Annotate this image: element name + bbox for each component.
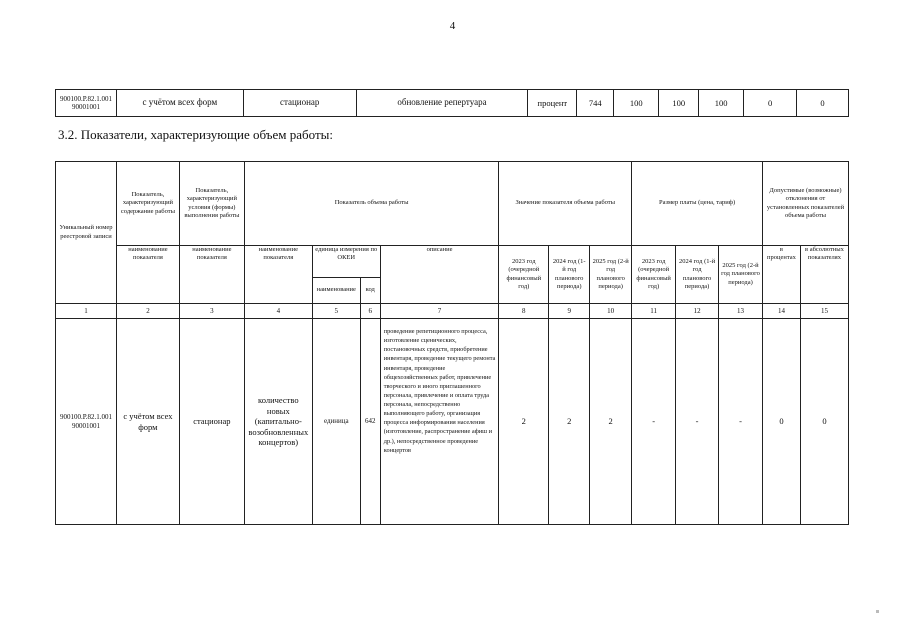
column-number: 6 (360, 304, 380, 319)
value-2024: 100 (659, 90, 699, 117)
column-number: 3 (179, 304, 244, 319)
row-value-2023: 2 (499, 319, 549, 525)
header-year: 2023 год (очередной финансовый год) (499, 246, 549, 304)
column-number: 7 (380, 304, 499, 319)
row-unit-code: 642 (360, 319, 380, 525)
header-volume: Показатель объема работы (244, 162, 499, 246)
column-number: 5 (312, 304, 360, 319)
deviation-percent: 0 (744, 90, 797, 117)
row-value-2025: 2 (590, 319, 632, 525)
header-condition: Показатель, характеризующий условия (формы) выполнения работы (179, 162, 244, 246)
content-cell: с учётом всех форм (116, 90, 243, 117)
row-value-2024: 2 (549, 319, 590, 525)
header-value: Значение показателя объема работы (499, 162, 632, 246)
header-year: 2024 год (1-й год планового периода) (549, 246, 590, 304)
scan-speck (876, 610, 879, 613)
column-number: 10 (590, 304, 632, 319)
row-content: с учётом всех форм (116, 319, 179, 525)
column-number: 9 (549, 304, 590, 319)
header-name-indicator: наименование показателя (116, 246, 179, 304)
row-deviation-absolute: 0 (800, 319, 848, 525)
header-unit-code: код (360, 278, 380, 304)
deviation-absolute: 0 (797, 90, 849, 117)
row-description: проведение репетиционного процесса, изготовление сценических, постановочных средств, приобретение инвентаря, проведение текущего ремонта инвентаря, проведение общехозяйственных работ, привлечение творческого и иного приглашенного персонала, привлечение и оплата труда персонала, непосредственно выполняющего работу, организация процесса информирования населения (изготовление, распространение афиш и др.), непосредственное проведение концертов (380, 319, 499, 525)
row-unit-name: единица (312, 319, 360, 525)
unit-cell: процент (528, 90, 577, 117)
header-absolute: в абсолютных показателях (800, 246, 848, 304)
header-description: описание (380, 246, 499, 304)
column-number: 11 (632, 304, 676, 319)
condition-cell: стационар (243, 90, 356, 117)
header-name-indicator: наименование показателя (179, 246, 244, 304)
header-year: 2023 год (очередной финансовый год) (632, 246, 676, 304)
value-2023: 100 (614, 90, 659, 117)
header-fee: Размер платы (цена, тариф) (632, 162, 763, 246)
row-fee-2025: - (719, 319, 763, 525)
header-content: Показатель, характеризующий содержание работы (116, 162, 179, 246)
work-quality-row-table (55, 89, 849, 117)
header-deviation: Допустимые (возможные) отклонения от установленных показателей объема работы (762, 162, 848, 246)
header-year: 2025 год (2-й год планового периода) (590, 246, 632, 304)
okei-cell: 744 (577, 90, 614, 117)
work-volume-table (55, 161, 849, 525)
header-percent: в процентах (762, 246, 800, 304)
value-2025: 100 (699, 90, 744, 117)
indicator-cell: обновление репертуара (356, 90, 528, 117)
row-condition: стационар (179, 319, 244, 525)
page-number: 4 (449, 20, 456, 32)
registry-code: 900100.Р.82.1.001 90001001 (56, 90, 117, 117)
column-number: 14 (762, 304, 800, 319)
column-number: 2 (116, 304, 179, 319)
header-year: 2025 год (2-й год планового периода) (719, 246, 763, 304)
column-number: 12 (676, 304, 719, 319)
column-number: 1 (56, 304, 117, 319)
column-number: 8 (499, 304, 549, 319)
row-fee-2023: - (632, 319, 676, 525)
header-year: 2024 год (1-й год планового периода) (676, 246, 719, 304)
header-unit: единица измерения по ОКЕИ (312, 246, 380, 278)
row-deviation-percent: 0 (762, 319, 800, 525)
column-number: 13 (719, 304, 763, 319)
row-indicator: количество новых (капитально-возобновленных концертов) (244, 319, 312, 525)
header-name-indicator: наименование показателя (244, 246, 312, 304)
column-number: 15 (800, 304, 848, 319)
row-registry-code: 900100.Р.82.1.001 90001001 (56, 319, 117, 525)
row-fee-2024: - (676, 319, 719, 525)
column-number: 4 (244, 304, 312, 319)
section-title: 3.2. Показатели, характеризующие объем работы: (58, 127, 333, 142)
header-registry: Уникальный номер реестровой записи (56, 162, 117, 304)
header-unit-name: наименование (312, 278, 360, 304)
